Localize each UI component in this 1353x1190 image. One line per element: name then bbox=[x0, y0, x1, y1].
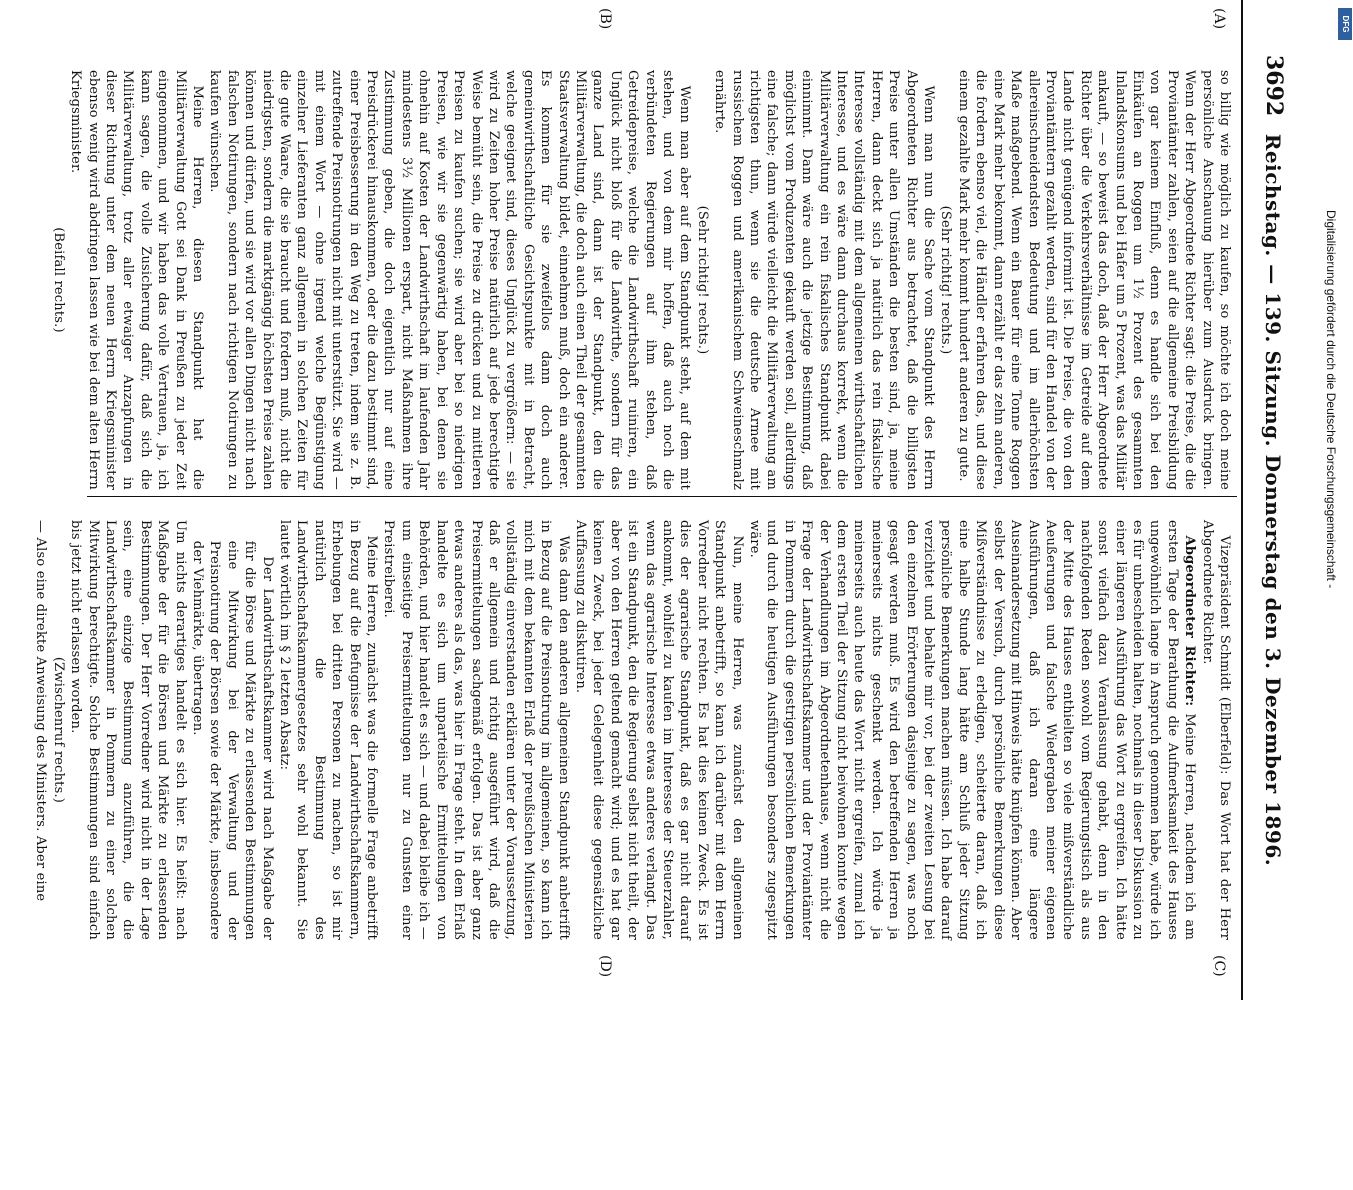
interjection: (Beifall rechts.) bbox=[50, 227, 66, 333]
paragraph: Um nichts derartiges handelt es sich hier. Es heißt: nach Maßgabe der für die Börsen und Märkte zu erlassenden Bestimmungen. Der Herr Vorredner wird nicht in der Lage sein, eine einzige Bestimmung anzuführen, die die Landwirthschaftskammer in Pommern zu einer solchen Mitwirkung berechtigte. Solche Bestimmungen sind einfach bis jetzt nicht erlassen worden. bbox=[68, 520, 188, 940]
paragraph: Meine Herren, diesen Standpunkt hat die Militärverwaltung Gott sei Dank in Preußen zu jeder Zeit eingenommen, und wir haben das volle Vertrauen, ja, ich kann sagen, die volle Zusicherung dafür, daß sich die Militärverwaltung, trotz aller etwaiger Anzapfungen in dieser Richtung unter dem neuen Herrn Kriegsminister ebenso wenig wird abdringen lassen wie bei dem alten Herrn Kriegsminister. bbox=[68, 70, 206, 490]
margin-marker-d: (D) bbox=[597, 955, 613, 978]
interjection: (Zwischenruf rechts.) bbox=[50, 656, 66, 804]
paragraph: — Also eine direkte Anweisung des Ministers. Aber eine bbox=[33, 520, 49, 902]
margin-marker-b: (B) bbox=[597, 8, 613, 30]
dfg-logo: DFG bbox=[1338, 8, 1352, 40]
left-column bbox=[50, 70, 1233, 490]
paragraph: Wenn man aber auf dem Standpunkt steht, auf dem mit stehen, und von dem mir hoffen, daß auch noch die verbündeten Regierungen auf ihm stehen, daß Getreidepreise, welche die Landwirthschaft ruiniren, ein Unglück nicht bloß für die Landwirthe, sondern für das ganze Land sind, dann ist der Standpunkt, den die Militärverwaltung, die doch auch einen Theil der gesammten Staatsverwaltung bildet, einnehmen muß, doch ein anderer. Es kommen für sie zweifellos dann doch auch gemeinwirthschaftliche Gesichtspunkte mit in Betracht, welche geeignet sind, dieses Unglück zu vergrößern: — sie wird zu Zeiten hoher Preise natürlich auf jede berechtigte Weise bemüht sein, die Preise zu drücken und zu mittleren Preisen zu kaufen suchen; sie wird aber bei so niedrigen Preisen, wie wir sie gegenwärtig haben, bei denen sie ohnehin auf Kosten der Landwirthschaft im laufenden Jahr mindestens 3½ Millionen erspart, nicht Maßnahmen ihre Zustimmung geben, die doch eigentlich nur auf eine Preisdrückerei hinauskommen, oder die dazu bestimmt sind, einer Preisbesserung in den Weg zu treten, indem sie z. B. zutreffende Preisnotirungen nicht mit unterstützt. Sie wird — mit einem Wort — ohne irgend welche Begünstigung einzelner Lieferanten ganz allgemein in solchen Zeiten für die gute Waare, die sie braucht und fordern muß, nicht die niedrigsten, sondern die marktgängig höchsten Preise zahlen können und dürfen, und sie wird vor allen Dingen nicht nach falschen Notirungen, sondern nach richtigen Notirungen zu kaufen wünschen. bbox=[207, 70, 693, 490]
running-head: Reichstag. — 139. Sitzung. Donnerstag den 3. Dezember 1896. bbox=[1261, 133, 1285, 867]
paragraph: Was dann den anderen allgemeinen Standpunkt anbetrifft in Bezug auf die Preisnotirung im allgemeinen, so kann ich mich mit dem bekannten Erlaß der preußischen Ministerien vollständig einverstanden erklären unter der Voraussetzung, daß er allgemein und richtig ausgeführt wird, daß die Preisermittelungen sachgemäß erfolgen. Das ist aber ganz etwas anderes als das, was hier in Frage steht. In dem Erlaß handelte es sich um unparteiische Ermittelungen von Behörden, und hier handelt es sich — und dabei bleibe ich — um einseitige Preisermittelungen nur zu Gunsten einer Preistreiberei. bbox=[381, 520, 571, 940]
quoted-statute: Der Landwirthschaftskammer wird nach Maßgabe der für die Börse und Märkte zu erlassenden Bestimmungen eine Mitwirkung bei der Verwaltung und der Preisnotirung der Börsen sowie der Märkte, insbesondere der Viehmärkte, übertragen. bbox=[190, 540, 275, 940]
paragraph: so billig wie möglich zu kaufen, so möchte ich doch meine persönliche Anschauung hierüber zum Ausdruck bringen. Wenn der Herr Abgeordnete Richter sagt: die Preise, die die Proviantämter zahlen, seien auf die allgemeine Preisbildung von gar keinem Einfluß, denn es handle sich bei den Einkäufen an Roggen um 1½ Prozent des gesammten Inlandskonsums und bei Hafer um 5 Prozent, was das Militär ankauft, — so beweist das doch, daß der Herr Abgeordnete Richter über die Verkehrsverhältnisse im Getreide auf dem Lande nicht genügend informirt ist. Die Preise, die von den Proviantämtern gezahlt werden, sind für den Handel von der allereinschneidendsten Bedeutung und im allerhöchsten Maße maßgebend. Wenn ein Bauer für eine Tonne Roggen eine Mark mehr bekommt, dann erzählt er das zehn anderen, die fordern ebenso viel, die Händler erfahren das, und diese einem gezahlte Mark mehr kommt hundert anderen zu gute. bbox=[955, 70, 1232, 490]
paragraph: Nun, meine Herren, was zunächst den allgemeinen Standpunkt anbetrifft, so kann ich darüber mit dem Herrn Vorredner nicht rechten. Es hat dies keinen Zweck. Es ist dies der agrarische Standpunkt, daß es gar nicht darauf ankommt, wohlfeil zu kaufen im Interesse der Steuerzahler, wenn das agrarische Interesse etwas anderes verlangt. Das ist ein Standpunkt, den die Regierung selbst nicht theilt, der aber von den Herren geltend gemacht wird; und es hat gar keinen Zweck, bei jeder Gelegenheit diese gegensätzliche Auffassung zu diskutiren. bbox=[572, 520, 745, 940]
page-number: 3692 bbox=[1261, 55, 1287, 117]
speaker-name: Abgeordneter Richter: bbox=[1182, 535, 1198, 707]
margin-marker-c: (C) bbox=[1211, 955, 1227, 977]
margin-marker-a: (A) bbox=[1211, 8, 1227, 30]
interjection: (Sehr richtig! rechts.) bbox=[938, 205, 954, 355]
right-column bbox=[33, 520, 1233, 940]
interjection: (Sehr richtig! rechts.) bbox=[694, 205, 710, 355]
column-divider bbox=[87, 496, 1237, 497]
paragraph: Meine Herren, zunächst was die formelle Frage anbetrifft in Bezug auf die Befugnisse der Landwirthschaftskammern, Erhebungen bei dritten Personen zu machen, so ist mir natürlich die Bestimmung des Landwirthschaftskammergesetzes sehr wohl bekannt. Sie lautet wörtlich im § 2 letzten Absatz: bbox=[277, 520, 380, 940]
paragraph: Meine Herren, nachdem ich am ersten Tage der Berathung die Aufmerksamkeit des Hauses ungewöhnlich lange in Anspruch genommen habe, würde ich es für unbescheiden halten, nochmals in dieser Diskussion zu einer längeren Ausführung das Wort zu ergreifen. Ich hätte sonst vielfach dazu Veranlassung gehabt, denn in den nachfolgenden Reden sowohl vom Regierungstisch als aus der Mitte des Hauses enthielten so viele mißverständliche Aeußerungen und falsche Wiedergaben meiner eigenen Ausführungen, daß ich daran eine längere Auseinandersetzung mit Hinweis hätte knüpfen können. Aber selbst der Versuch, durch persönliche Bemerkungen diese Mißverständnisse zu erledigen, scheiterte daran, daß ich eine halbe Stunde lang hätte am Schluß jeder Sitzung persönliche Bemerkungen machen müssen. Ich habe darauf verzichtet und behalte mir vor, bei der zweiten Lesung bei den einzelnen Erörterungen dasjenige zu sagen, was noch gesagt werden muß. Es wird den betreffenden Herren ja meinerseits nichts geschenkt werden. Ich würde ja meinerseits auch heute das Wort nicht ergreifen, zumal ich dem ersten Theil der Sitzung nicht beiwohnen konnte wegen der Verhandlungen im Abgeordnetenhause, wenn nicht die Frage der Landwirthschaftskammer und der Proviantämter in Pommern durch die gestrigen persönlichen Bemerkungen und durch die heutigen Ausführungen besonders zugespitzt wäre. bbox=[747, 520, 1198, 940]
digitization-credit: Digitalisierung gefördert durch die Deutsche Forschungsgemeinschaft - bbox=[1324, 210, 1338, 589]
paragraph: Wenn man nun die Sache vom Standpunkt des Herrn Abgeordneten Richter aus betrachtet, daß die billigsten Preise unter allen Umständen die besten sind, ja, meine Herren, dann deckt sich ja natürlich das rein fiskalische Interesse vollständig mit dem allgemeinen wirthschaftlichen Interesse, und es wäre dann durchaus korrekt, wenn die Militärverwaltung ein rein fiskalisches Standpunkt dabei einnimmt. Dann wäre auch die jetzige Bestimmung, daß möglichst vom Produzenten gekauft werden soll, allerdings eine falsche; dann würde vielleicht die Militärverwaltung am richtigsten thun, wenn sie die deutsche Armee mit russischem Roggen und amerikanischem Schweineschmalz ernährte. bbox=[712, 70, 937, 490]
speaker-intro: Vizepräsident Schmidt (Elberfeld): Das Wort hat der Herr Abgeordnete Richter. bbox=[1199, 520, 1232, 940]
page-header bbox=[1241, 0, 1303, 1000]
rotated-page bbox=[33, 0, 1303, 1000]
